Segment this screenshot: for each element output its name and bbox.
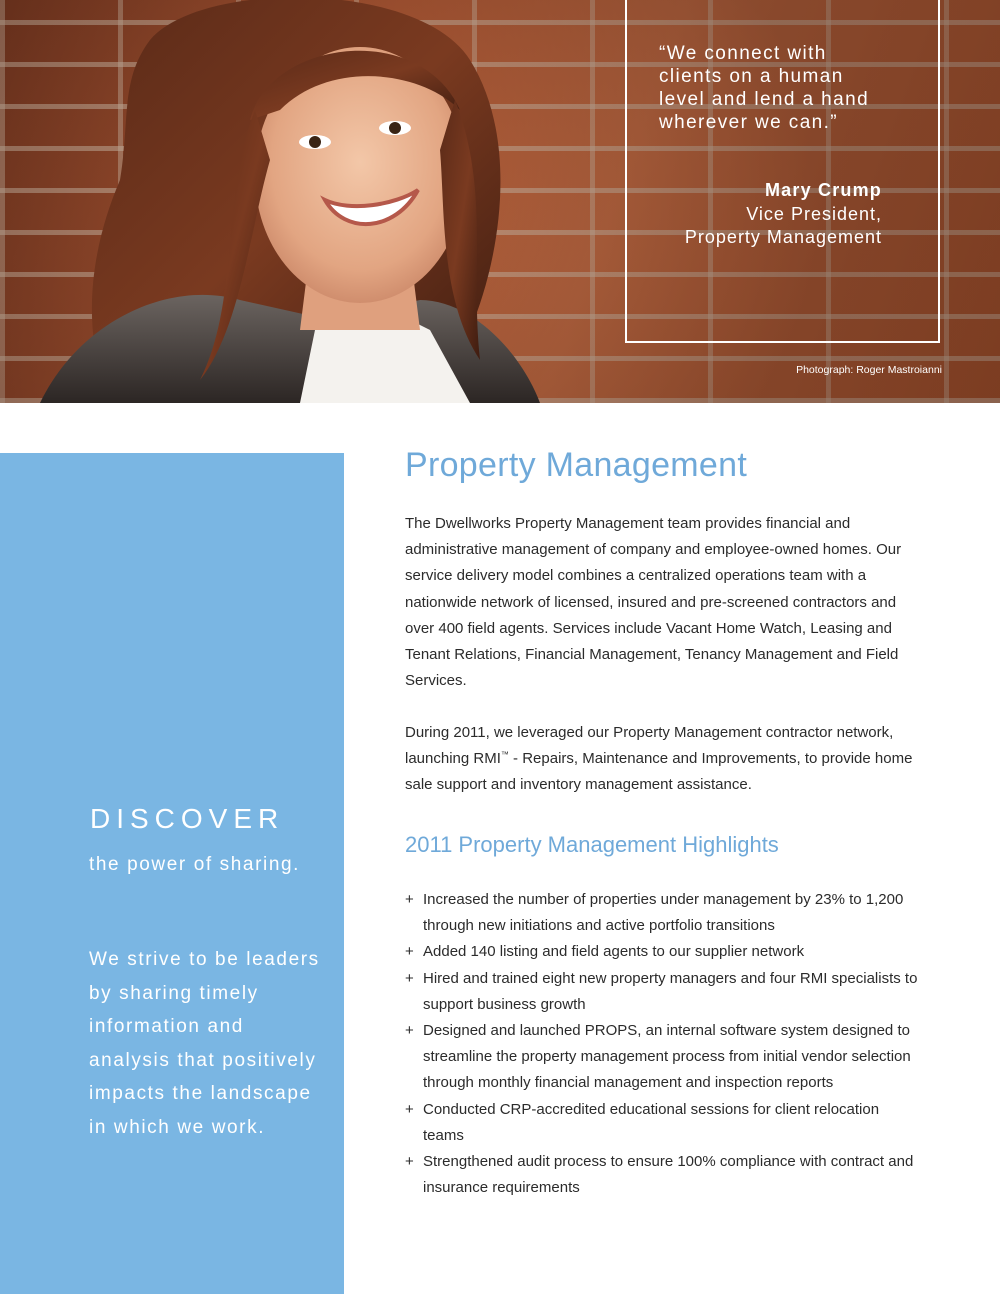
highlight-text: Designed and launched PROPS, an internal software system designed to streamline the property management process from initial vendor selection through monthly financial management and inspection reports (423, 1022, 911, 1092)
list-item (405, 1149, 920, 1201)
rmi-paragraph-text: During 2011, we leveraged our Property Management contractor network, launching RMI (405, 724, 894, 768)
page-title: Property Management (405, 446, 748, 484)
quote-author-name: Mary Crump (764, 180, 882, 200)
plus-bullet-icon: + (405, 1153, 414, 1171)
pull-quote: “We connect with clients on a human level and lend a hand wherever we can.” (659, 43, 870, 133)
plus-bullet-icon: + (405, 943, 414, 961)
intro-paragraph: The Dwellworks Property Management team provides financial and administrative management of company and employee-owned homes. Our service delivery model combines a centralized operations team with a nationwide network of licensed, insured and pre-screened contractors and over 400 field agents. Services include Vacant Home Watch, Leasing and Tenant Relations, Financial Management, Tenancy Management and Field Services. (405, 515, 902, 690)
sidebar-mission: We strive to be leaders by sharing timely information and analysis that positively impacts the landscape in which we work. (89, 949, 320, 1138)
highlights-title: 2011 Property Management Highlights (405, 832, 779, 857)
list-item (405, 939, 920, 965)
highlight-text: Strengthened audit process to ensure 100% compliance with contract and insurance requirements (423, 1153, 914, 1197)
highlight-text: Increased the number of properties under management by 23% to 1,200 through new initiations and active portfolio transitions (423, 891, 904, 935)
plus-bullet-icon: + (405, 969, 414, 987)
rmi-paragraph-text-end: - Repairs, Maintenance and Improvements, to provide home sale support and inventory management assistance. (405, 750, 913, 794)
list-item (405, 966, 920, 1018)
plus-bullet-icon: + (405, 891, 414, 908)
plus-bullet-icon: + (405, 1100, 414, 1118)
trademark-symbol: ™ (500, 750, 509, 760)
list-item (405, 887, 920, 939)
highlights-list (405, 887, 920, 1201)
highlight-text: Conducted CRP-accredited educational sessions for client relocation teams (423, 1100, 880, 1144)
photo-credit: Photograph: Roger Mastroianni (796, 364, 942, 376)
discover-sidebar (0, 453, 344, 1294)
quote-author-title: Vice President, Property Management (684, 204, 882, 247)
plus-bullet-icon: + (405, 1022, 414, 1040)
highlight-text: Hired and trained eight new property managers and four RMI specialists to support business growth (423, 969, 918, 1013)
sidebar-tagline: the power of sharing. (89, 854, 301, 875)
sidebar-heading: DISCOVER (90, 803, 285, 834)
hero-photo (0, 0, 1000, 403)
list-item (405, 1018, 920, 1097)
rmi-paragraph (405, 720, 915, 799)
list-item (405, 1097, 920, 1149)
quote-frame (625, 0, 940, 343)
highlight-text: Added 140 listing and field agents to our supplier network (423, 943, 805, 961)
